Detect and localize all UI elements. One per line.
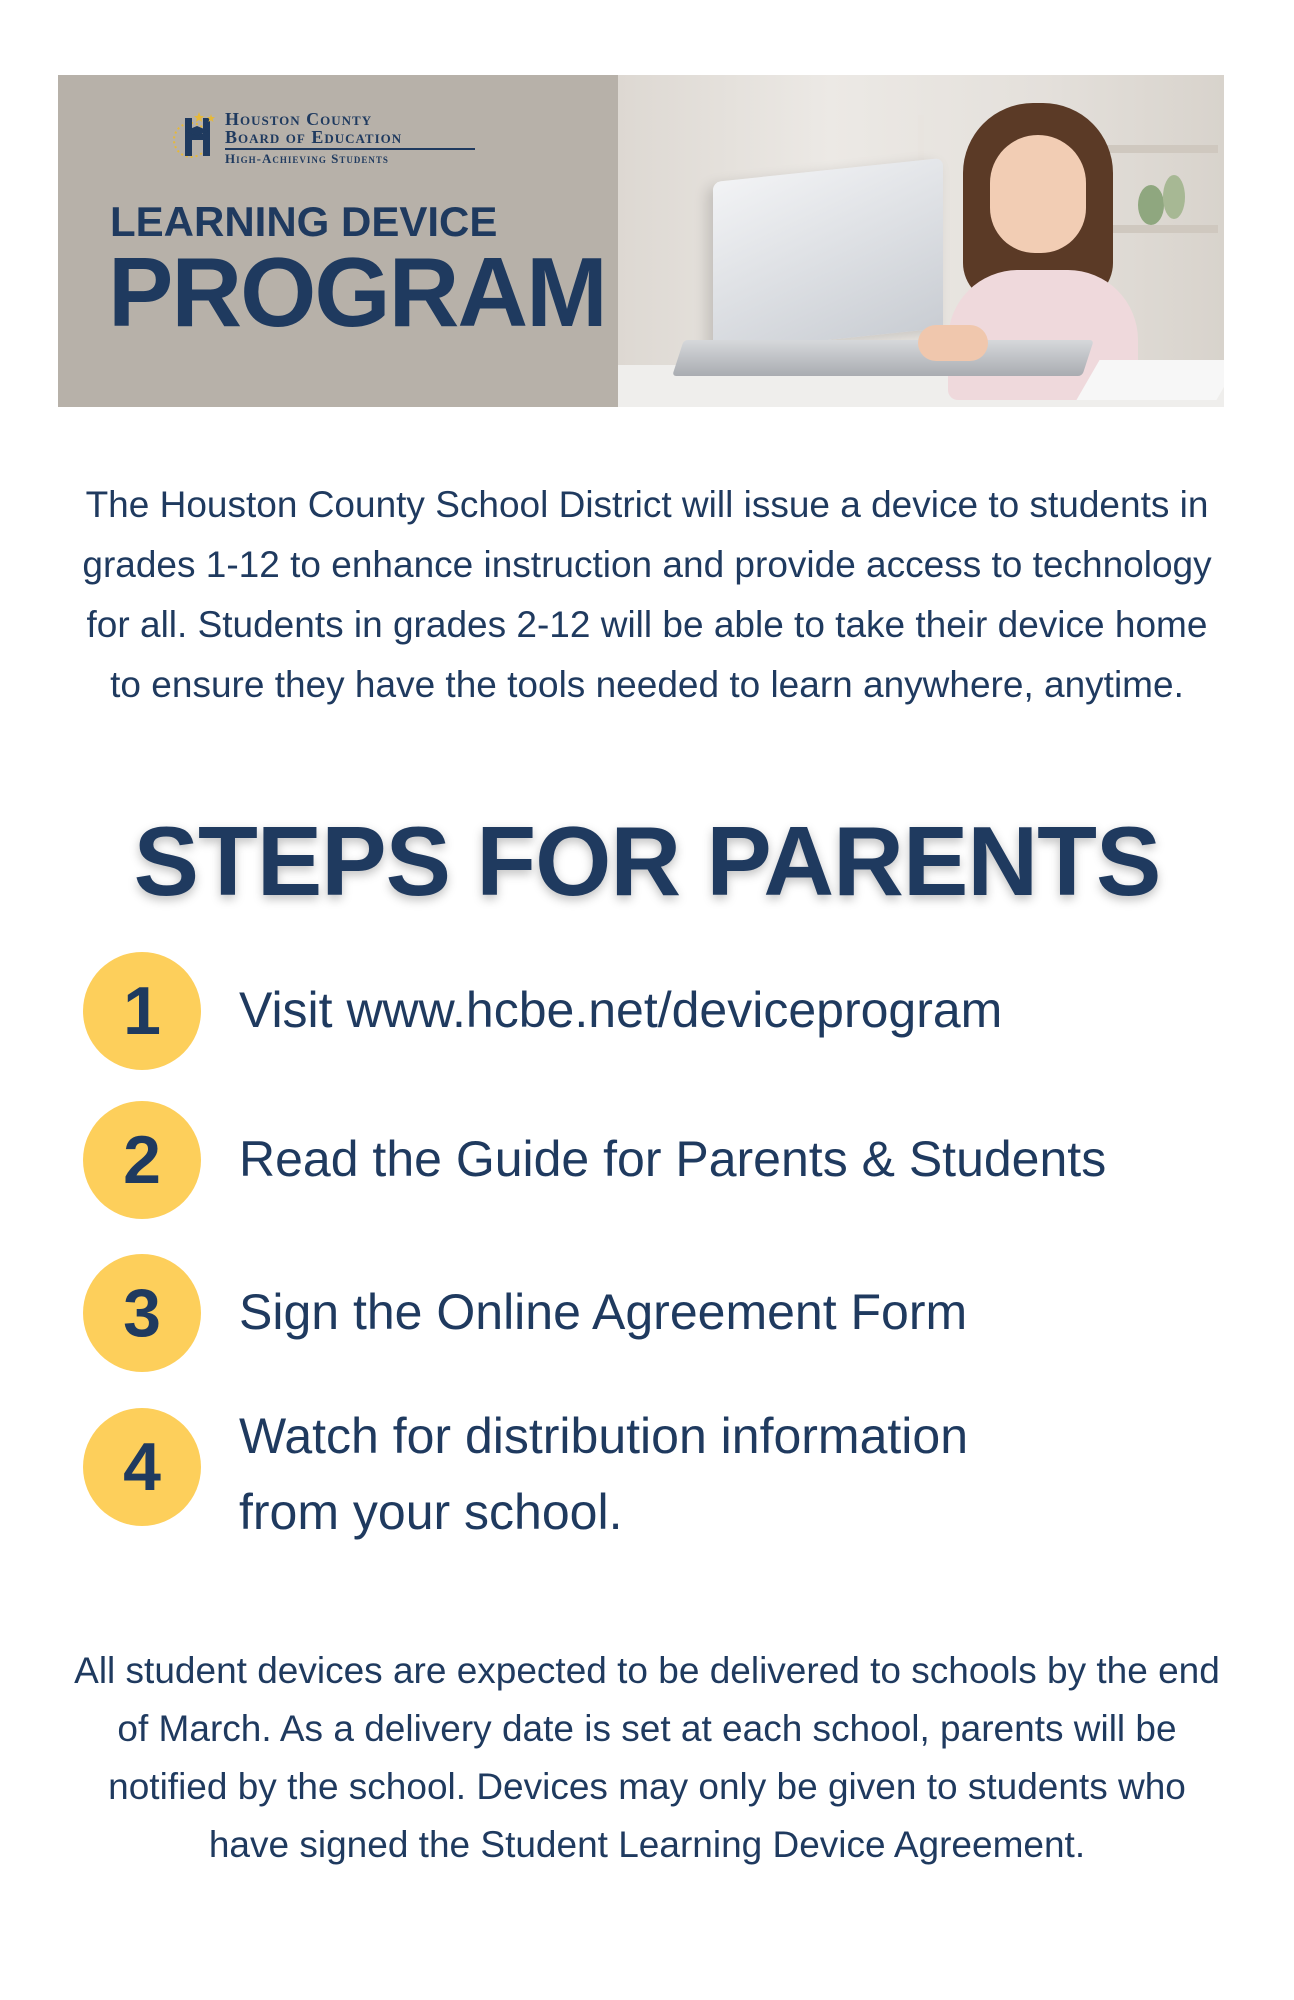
logo-h-emblem-icon bbox=[173, 110, 217, 162]
logo-text bbox=[225, 110, 475, 166]
step-2 bbox=[83, 1101, 1233, 1221]
steps-heading: STEPS FOR PARENTS bbox=[133, 806, 1161, 916]
notebook-paper bbox=[1076, 360, 1224, 400]
footer-paragraph: All student devices are expected to be delivered to schools by the end of March. As a delivery date is set at each school, parents will be notified by the school. Devices may only be given to students who have signed the Student Learning Device Agreement. bbox=[74, 1650, 1220, 1865]
banner-title-learning-device: LEARNING DEVICE bbox=[110, 198, 498, 245]
plant-icon bbox=[1138, 185, 1164, 225]
step-1 bbox=[83, 952, 1233, 1072]
header-banner bbox=[58, 75, 1224, 407]
intro-paragraph: The Houston County School District will issue a device to students in grades 1-12 to enhance instruction and provide access to technology for all. Students in grades 2-12 will be able to take their device home to ensure they have the tools needed to learn anywhere, anytime. bbox=[82, 484, 1212, 705]
step-3 bbox=[83, 1254, 1233, 1374]
logo-line-houston-county: Houston County bbox=[225, 109, 373, 129]
girl-hand bbox=[918, 325, 988, 361]
laptop-icon bbox=[713, 158, 943, 352]
step-text: Sign the Online Agreement Form bbox=[239, 1284, 968, 1340]
step-text: Visit www.hcbe.net/deviceprogram bbox=[239, 982, 1003, 1038]
step-number-badge: 1 bbox=[83, 952, 201, 1070]
step-number-badge: 2 bbox=[83, 1101, 201, 1219]
logo-line-tagline: High-Achieving Students bbox=[225, 151, 389, 166]
step-text: Read the Guide for Parents & Students bbox=[239, 1131, 1107, 1187]
step-text: Watch for distribution information from your school. bbox=[239, 1408, 969, 1540]
plant-icon bbox=[1163, 175, 1185, 219]
step-number-badge: 4 bbox=[83, 1408, 201, 1526]
step-4 bbox=[83, 1408, 1233, 1568]
girl-using-laptop-photo bbox=[618, 75, 1224, 407]
banner-title-program: PROGRAM bbox=[108, 237, 606, 347]
banner-title-panel bbox=[58, 75, 618, 407]
laptop-keyboard bbox=[672, 340, 1094, 376]
girl-face bbox=[990, 135, 1086, 253]
logo-line-board-of-education: Board of Education bbox=[225, 127, 403, 147]
logo-divider bbox=[225, 148, 475, 150]
step-number-badge: 3 bbox=[83, 1254, 201, 1372]
